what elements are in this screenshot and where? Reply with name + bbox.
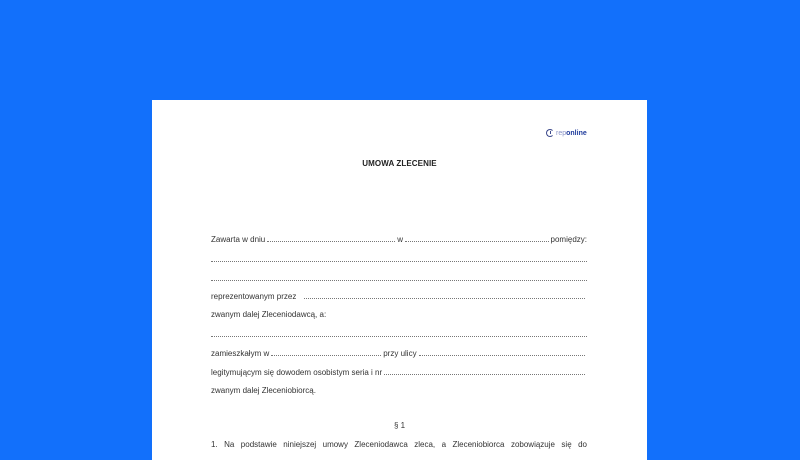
- paragraph-1: 1. Na podstawie niniejszej umowy Zleceniodawca zleca, a Zleceniobiorca zobowiązuje się do: [211, 440, 587, 449]
- logo-suffix: online: [566, 129, 587, 137]
- label-contractor: zwanym dalej Zleceniobiorcą.: [211, 386, 316, 395]
- date-blank[interactable]: [267, 234, 395, 242]
- document-title: UMOWA ZLECENIE: [362, 159, 437, 168]
- residence-blank[interactable]: [271, 348, 381, 356]
- line-party1-a: [211, 254, 587, 264]
- logo-prefix: rep: [556, 129, 567, 137]
- line-id: [211, 367, 587, 377]
- party2-blank[interactable]: [211, 329, 587, 337]
- street-blank[interactable]: [419, 348, 585, 356]
- line-represented: [211, 291, 587, 301]
- label-residence: zamieszkałym w: [211, 349, 270, 358]
- section-heading: § 1: [393, 421, 406, 430]
- label-id: legitymującym się dowodem osobistym seria i nr: [211, 368, 383, 377]
- party1-blank-2[interactable]: [211, 273, 587, 281]
- label-street: przy ulicy: [383, 349, 417, 358]
- line-residence: [211, 348, 587, 358]
- logo: [546, 129, 587, 137]
- label-date: Zawarta w dniu: [211, 235, 266, 244]
- clock-icon: [546, 129, 554, 137]
- place-blank[interactable]: [405, 234, 549, 242]
- document-page: [152, 100, 647, 460]
- party1-blank-1[interactable]: [211, 254, 587, 262]
- line-party1-b: [211, 273, 587, 283]
- label-client: zwanym dalej Zleceniodawcą, a:: [211, 310, 327, 319]
- label-represented: reprezentowanym przez: [211, 292, 297, 301]
- label-between: pomiędzy:: [550, 235, 587, 244]
- line-client: [211, 310, 587, 320]
- label-in: w: [397, 235, 404, 244]
- represented-blank[interactable]: [304, 291, 585, 299]
- line-contractor: [211, 386, 587, 396]
- line-date-place: [211, 234, 587, 244]
- id-blank[interactable]: [384, 367, 585, 375]
- line-party2: [211, 329, 587, 339]
